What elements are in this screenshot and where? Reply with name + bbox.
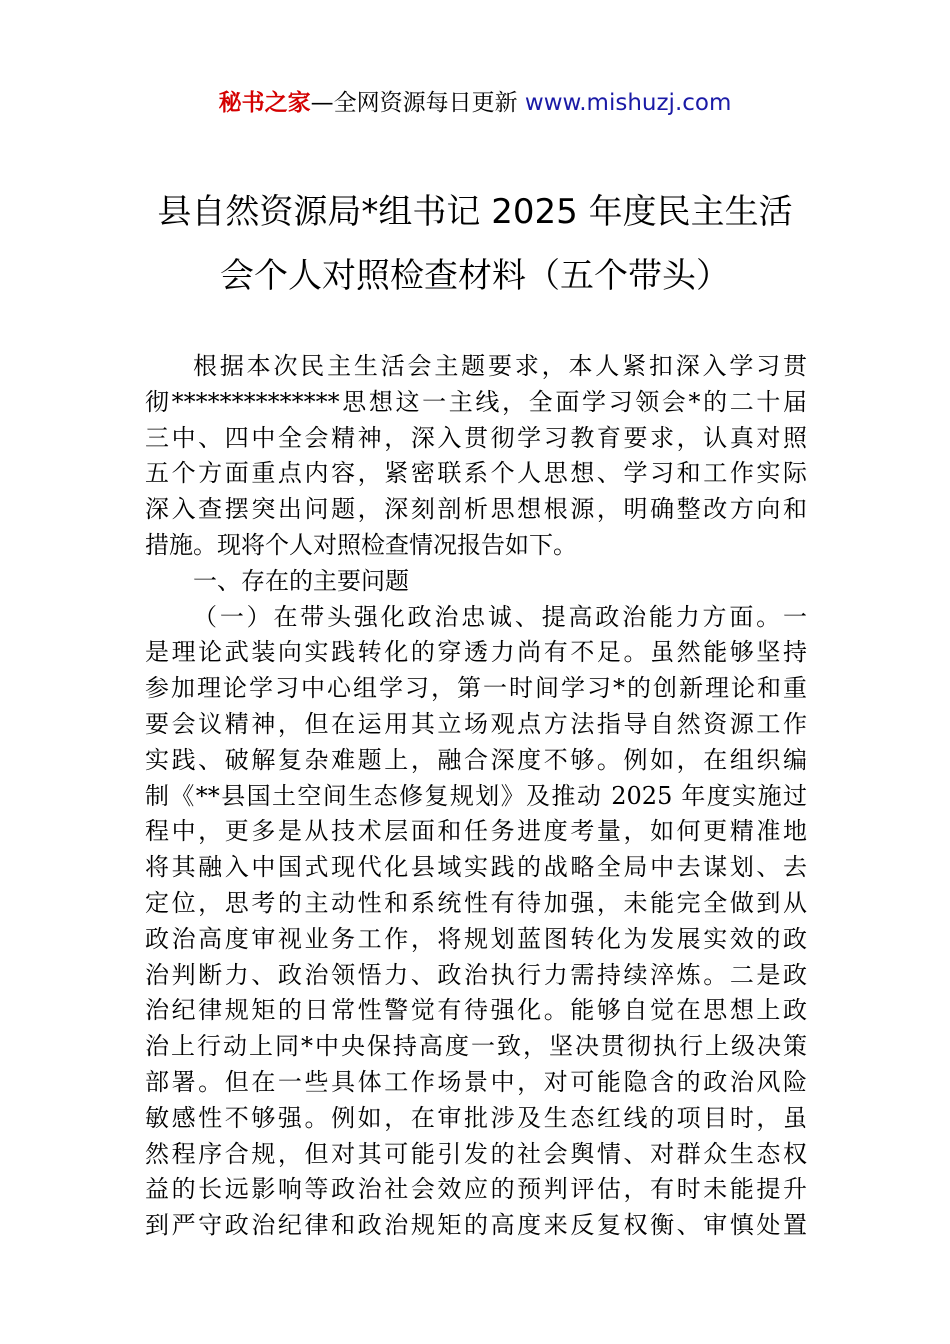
title-line-2: 会个人对照检查材料（五个带头） <box>220 256 730 296</box>
body-line: 定位，思考的主动性和系统性有待加强，未能完全做到从 <box>145 888 807 917</box>
body-line: 治纪律规矩的日常性警觉有待强化。能够自觉在思想上政 <box>145 996 807 1025</box>
body-line: 到严守政治纪律和政治规矩的高度来反复权衡、审慎处置 <box>145 1211 807 1240</box>
body-line: （一）在带头强化政治忠诚、提高政治能力方面。一 <box>193 602 807 631</box>
body-line: 治上行动上同*中央保持高度一致，坚决贯彻执行上级决策 <box>145 1032 807 1061</box>
body-line: 三中、四中全会精神，深入贯彻学习教育要求，认真对照 <box>145 423 807 452</box>
body-line: 五个方面重点内容，紧密联系个人思想、学习和工作实际 <box>145 459 807 488</box>
body-line: 措施。现将个人对照检查情况报告如下。 <box>145 530 577 559</box>
body-line: 制《**县国土空间生态修复规划》及推动 2025 年度实施过 <box>145 781 807 810</box>
site-url-link[interactable]: www.mishuzj.com <box>524 90 732 116</box>
body-line: 彻**************思想这一主线，全面学习领会*的二十届 <box>145 387 807 416</box>
body-line: 深入查摆突出问题，深刻剖析思想根源，明确整改方向和 <box>145 495 807 524</box>
section-heading: 一、存在的主要问题 <box>193 566 409 595</box>
site-header <box>0 86 950 120</box>
document-title <box>120 180 830 308</box>
body-line: 政治高度审视业务工作，将规划蓝图转化为发展实效的政 <box>145 924 807 953</box>
body-line: 是理论武装向实践转化的穿透力尚有不足。虽然能够坚持 <box>145 638 807 667</box>
body-line: 益的长远影响等政治社会效应的预判评估，有时未能提升 <box>145 1175 807 1204</box>
body-line: 然程序合规，但对其可能引发的社会舆情、对群众生态权 <box>145 1139 807 1168</box>
body-line: 治判断力、政治领悟力、政治执行力需持续淬炼。二是政 <box>145 960 807 989</box>
body-line: 程中，更多是从技术层面和任务进度考量，如何更精准地 <box>145 817 807 846</box>
body-line: 部署。但在一些具体工作场景中，对可能隐含的政治风险 <box>145 1067 807 1096</box>
body-line: 将其融入中国式现代化县域实践的战略全局中去谋划、去 <box>145 853 807 882</box>
body-line: 参加理论学习中心组学习，第一时间学习*的创新理论和重 <box>145 674 807 703</box>
body-line: 要会议精神，但在运用其立场观点方法指导自然资源工作 <box>145 709 807 738</box>
body-line: 敏感性不够强。例如，在审批涉及生态红线的项目时，虽 <box>145 1103 807 1132</box>
title-line-1: 县自然资源局*组书记 2025 年度民主生活 <box>157 192 793 232</box>
body-line: 根据本次民主生活会主题要求，本人紧扣深入学习贯 <box>193 352 807 380</box>
document-body <box>145 349 807 1244</box>
body-line: 实践、破解复杂难题上，融合深度不够。例如，在组织编 <box>145 745 807 774</box>
site-brand: 秘书之家 <box>218 90 311 116</box>
site-tagline: —全网资源每日更新 <box>310 90 525 116</box>
